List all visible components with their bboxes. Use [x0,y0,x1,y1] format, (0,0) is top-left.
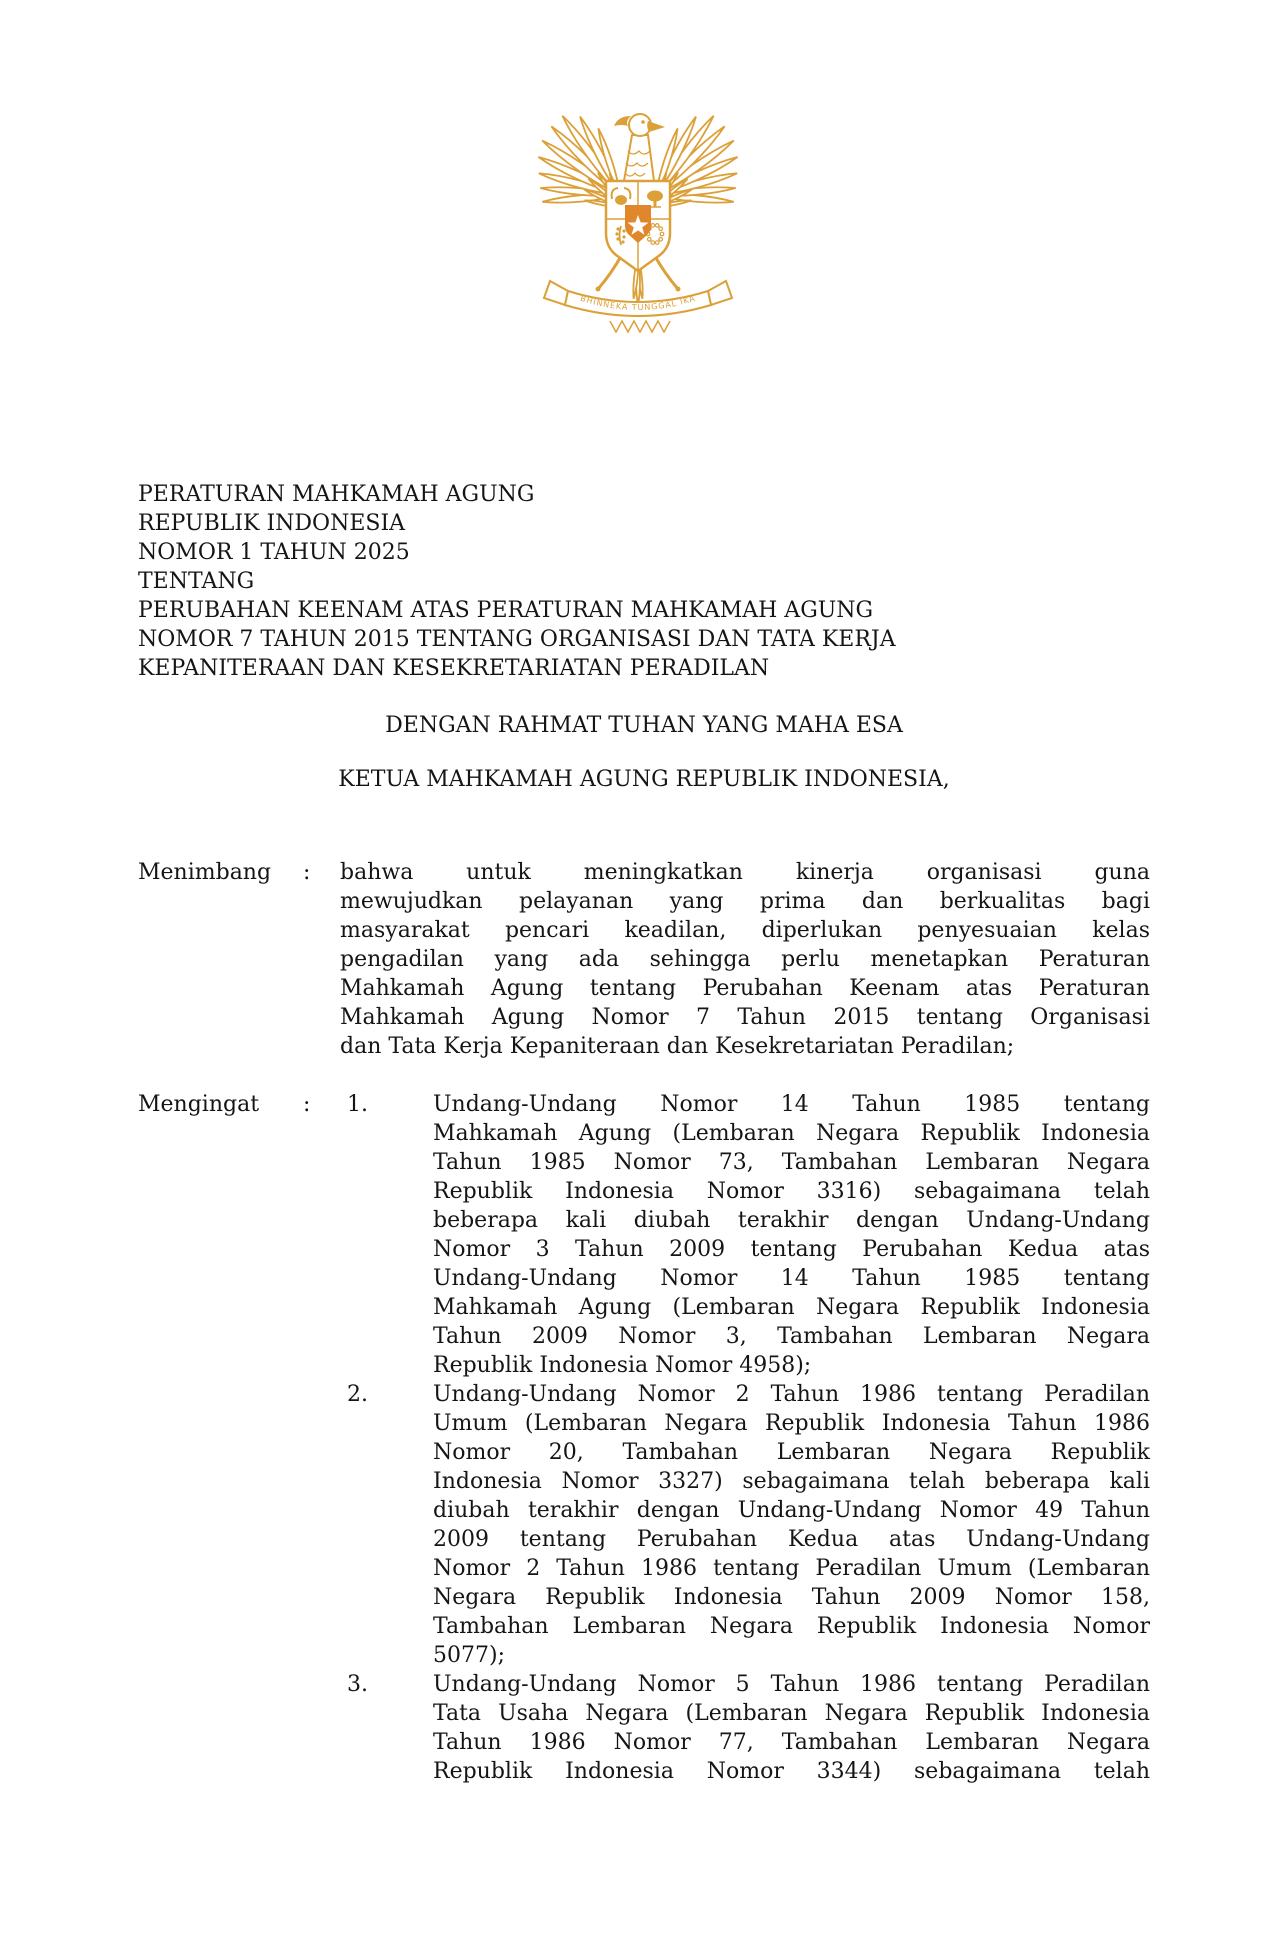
document-title [138,480,1150,683]
text-line: Undang-Undang Nomor 5 Tahun 1986 tentang Peradilan [433,1672,1150,1697]
garuda-head [614,114,665,136]
garuda-eagle-icon [528,95,748,340]
text-line: Negara Republik Indonesia Tahun 2009 Nomor 158, [433,1585,1150,1610]
text-line: Republik Indonesia Nomor 4958); [433,1353,812,1378]
text-line: Tahun 2009 Nomor 3, Tambahan Lembaran Negara [433,1324,1150,1349]
text-line: Mahkamah Agung tentang Perubahan Keenam atas Peraturan [340,976,1150,1001]
text-line: Mahkamah Agung Nomor 7 Tahun 2015 tentang Organisasi [340,1005,1150,1030]
text-line: Nomor 2 Tahun 1986 tentang Peradilan Umum (Lembaran [433,1556,1150,1581]
text-line: Undang-Undang Nomor 2 Tahun 1986 tentang Peradilan [433,1382,1150,1407]
text-line: TENTANG [138,569,255,594]
item-text [433,1090,1150,1380]
issuer-line: KETUA MAHKAMAH AGUNG REPUBLIK INDONESIA, [338,767,950,792]
mengingat-items [340,1090,1150,1786]
item-number: 3. [347,1672,368,1697]
text-line: beberapa kali diubah terakhir dengan Undang-Undang [433,1208,1150,1233]
text-line: dan Tata Kerja Kepaniteraan dan Kesekretariatan Peradilan; [340,1034,1015,1059]
text-line: Mahkamah Agung (Lembaran Negara Republik Indonesia [433,1121,1150,1146]
mengingat-label: Mengingat [138,1092,260,1117]
text-line: PERATURAN MAHKAMAH AGUNG [138,482,535,507]
garuda-neck [624,135,654,181]
invocation-line: DENGAN RAHMAT TUHAN YANG MAHA ESA [385,713,903,738]
text-line: 5077); [433,1643,505,1668]
text-line: NOMOR 7 TAHUN 2015 TENTANG ORGANISASI DAN TATA KERJA [138,627,896,652]
item-number: 1. [347,1092,368,1117]
mengingat-item-1 [340,1090,1150,1380]
text-line: masyarakat pencari keadilan, diperlukan penyesuaian kelas [340,918,1150,943]
colon-separator: : [303,1092,311,1117]
text-line: NOMOR 1 TAHUN 2025 [138,540,410,565]
text-line: Undang-Undang Nomor 14 Tahun 1985 tentang [433,1092,1150,1117]
pancasila-shield-icon [606,181,670,271]
garuda-pancasila-emblem [528,95,748,340]
motto-text: BHINNEKA TUNGGAL IKA [578,293,697,313]
menimbang-text [340,858,1150,1061]
mengingat-item-2 [340,1380,1150,1670]
text-line: 2009 tentang Perubahan Kedua atas Undang-Undang [433,1527,1150,1552]
text-line: Undang-Undang Nomor 14 Tahun 1985 tentang [433,1266,1150,1291]
text-line: REPUBLIK INDONESIA [138,511,406,536]
text-line: pengadilan yang ada sehingga perlu menetapkan Peraturan [340,947,1150,972]
text-line: Mahkamah Agung (Lembaran Negara Republik Indonesia [433,1295,1150,1320]
text-line: Indonesia Nomor 3327) sebagaimana telah beberapa kali [433,1469,1150,1494]
text-line: Nomor 3 Tahun 2009 tentang Perubahan Kedua atas [433,1237,1150,1262]
text-line: Umum (Lembaran Negara Republik Indonesia Tahun 1986 [433,1411,1150,1436]
menimbang-label: Menimbang [138,860,272,885]
text-line: KEPANITERAAN DAN KESEKRETARIATAN PERADILAN [138,656,770,681]
colon-separator: : [303,860,311,885]
text-line: Tambahan Lembaran Negara Republik Indonesia Nomor [433,1614,1150,1639]
text-line: Tahun 1985 Nomor 73, Tambahan Lembaran Negara [433,1150,1150,1175]
text-line: Republik Indonesia Nomor 3344) sebagaimana telah [433,1759,1150,1784]
mengingat-section [138,1090,1150,1786]
text-line: Republik Indonesia Nomor 3316) sebagaimana telah [433,1179,1150,1204]
menimbang-section [138,858,1150,1061]
text-line: Tahun 1986 Nomor 77, Tambahan Lembaran Negara [433,1730,1150,1755]
item-text [433,1670,1150,1786]
item-number: 2. [347,1382,368,1407]
text-line: bahwa untuk meningkatkan kinerja organisasi guna [340,860,1150,885]
item-text [433,1380,1150,1670]
tail-fringe [610,321,670,332]
text-line: mewujudkan pelayanan yang prima dan berkualitas bagi [340,889,1150,914]
text-line: Nomor 20, Tambahan Lembaran Negara Republik [433,1440,1150,1465]
mengingat-item-3 [340,1670,1150,1786]
text-line: diubah terakhir dengan Undang-Undang Nomor 49 Tahun [433,1498,1150,1523]
text-line: Tata Usaha Negara (Lembaran Negara Republik Indonesia [433,1701,1150,1726]
text-line: PERUBAHAN KEENAM ATAS PERATURAN MAHKAMAH AGUNG [138,598,874,623]
